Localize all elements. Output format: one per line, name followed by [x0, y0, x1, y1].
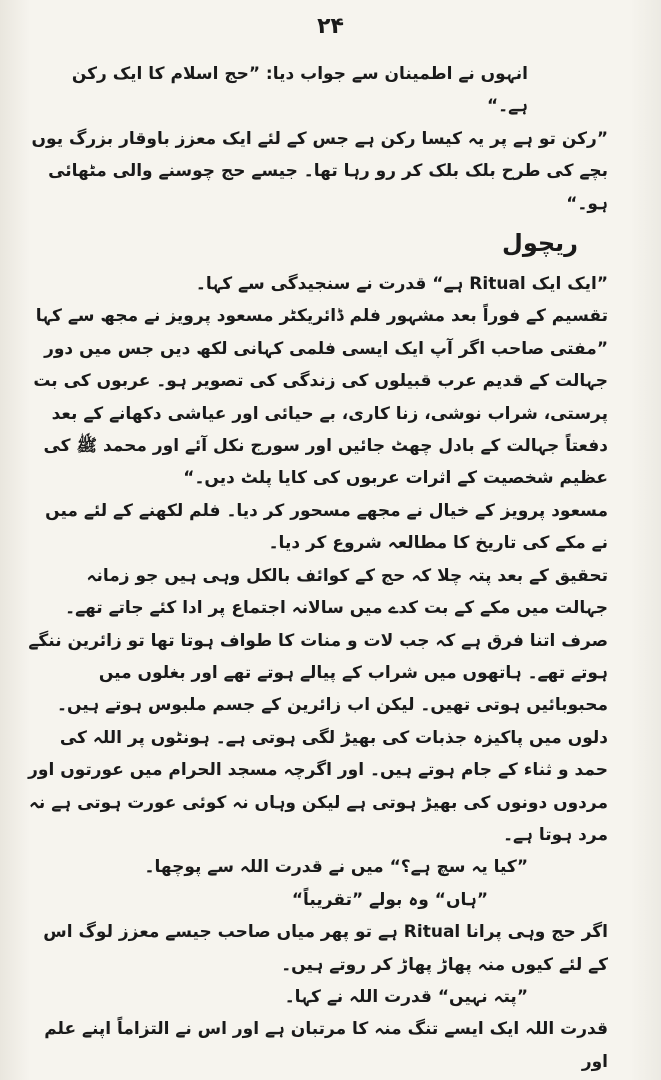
paragraph: ”کیا یہ سچ ہے؟“ میں نے قدرت اللہ سے پوچھا۔: [144, 857, 528, 878]
paragraph: مسعود پرویز کے خیال نے مجھے مسحور کر دیا۔ فلم لکھنے کے لئے میں نے مکے کی تاریخ کا مطالعہ شروع کر دیا۔: [45, 500, 608, 554]
paragraph: انہوں نے اطمینان سے جواب دیا: ”حج اسلام کا ایک رکن ہے۔“: [71, 64, 528, 117]
paragraph: ”رکن تو ہے پر یہ کیسا رکن ہے جس کے لئے ایک معزز باوقار بزرگ یوں بچے کی طرح بلک بلک کر رو رہا تھا۔ جیسے حج چوسنے والی مٹھائی ہو۔“: [31, 128, 608, 214]
page-number: ۲۴: [317, 14, 344, 39]
paragraph: ”ہاں“ وہ بولے ”تقریباً“: [291, 889, 488, 910]
paragraph: ”ایک ایک Ritual ہے“ قدرت نے سنجیدگی سے کہا۔: [195, 274, 608, 295]
section-heading: ریچول: [502, 229, 578, 258]
paragraph: ”پتہ نہیں“ قدرت اللہ نے کہا۔: [284, 986, 528, 1007]
paragraph: تحقیق کے بعد پتہ چلا کہ حج کے کوائف بالکل وہی ہیں جو زمانہ جہالت میں مکے کے بت کدے میں سالانہ اجتماع پر ادا کئے جاتے تھے۔ صرف اتنا فرق ہے کہ جب لات و منات کا طواف ہوتا تھا تو زائرین ننگے ہوتے تھے۔ ہاتھوں میں شراب کے پیالے ہوتے تھے اور بغلوں میں محبوبائیں ہوتی تھیں۔ لیکن اب زائرین کے جسم ملبوس ہوتے ہیں۔ دلوں میں پاکیزہ جذبات کی بھیڑ لگی ہوتی ہے۔ ہونٹوں پر اللہ کی حمد و ثناء کے جام ہوتے ہیں۔ اور اگرچہ مسجد الحرام میں عورتوں اور مردوں دونوں کی بھیڑ ہوتی ہے لیکن وہاں نہ کوئی عورت ہوتی ہے نہ مرد ہوتا ہے۔: [28, 565, 608, 845]
paragraph: قدرت اللہ ایک ایسے تنگ منہ کا مرتبان ہے اور اس نے التزاماً اپنے علم اور: [44, 1019, 608, 1072]
paragraph: اگر حج وہی پرانا Ritual ہے تو پھر میاں صاحب جیسے معزز لوگ اس کے لئے کیوں منہ پھاڑ پھاڑ کر روتے ہیں۔: [43, 922, 608, 975]
paragraph: تقسیم کے فوراً بعد مشہور فلم ڈائریکٹر مسعود پرویز نے مجھ سے کہا ”مفتی صاحب اگر آپ ایک ایسی فلمی کہانی لکھ دیں جس میں دور جہالت کے قدیم عرب قبیلوں کی زندگی کی تصویر ہو۔ عربوں کی بت پرستی، شراب نوشی، زنا کاری، بے حیائی اور عیاشی دکھانے کے بعد دفعتاً جہالت کے بادل چھٹ جائیں اور سورج نکل آئے اور محمد ﷺ کی عظیم شخصیت کے اثرات عربوں کی کایا پلٹ دیں۔“: [33, 306, 608, 489]
page-body: [28, 58, 638, 1078]
